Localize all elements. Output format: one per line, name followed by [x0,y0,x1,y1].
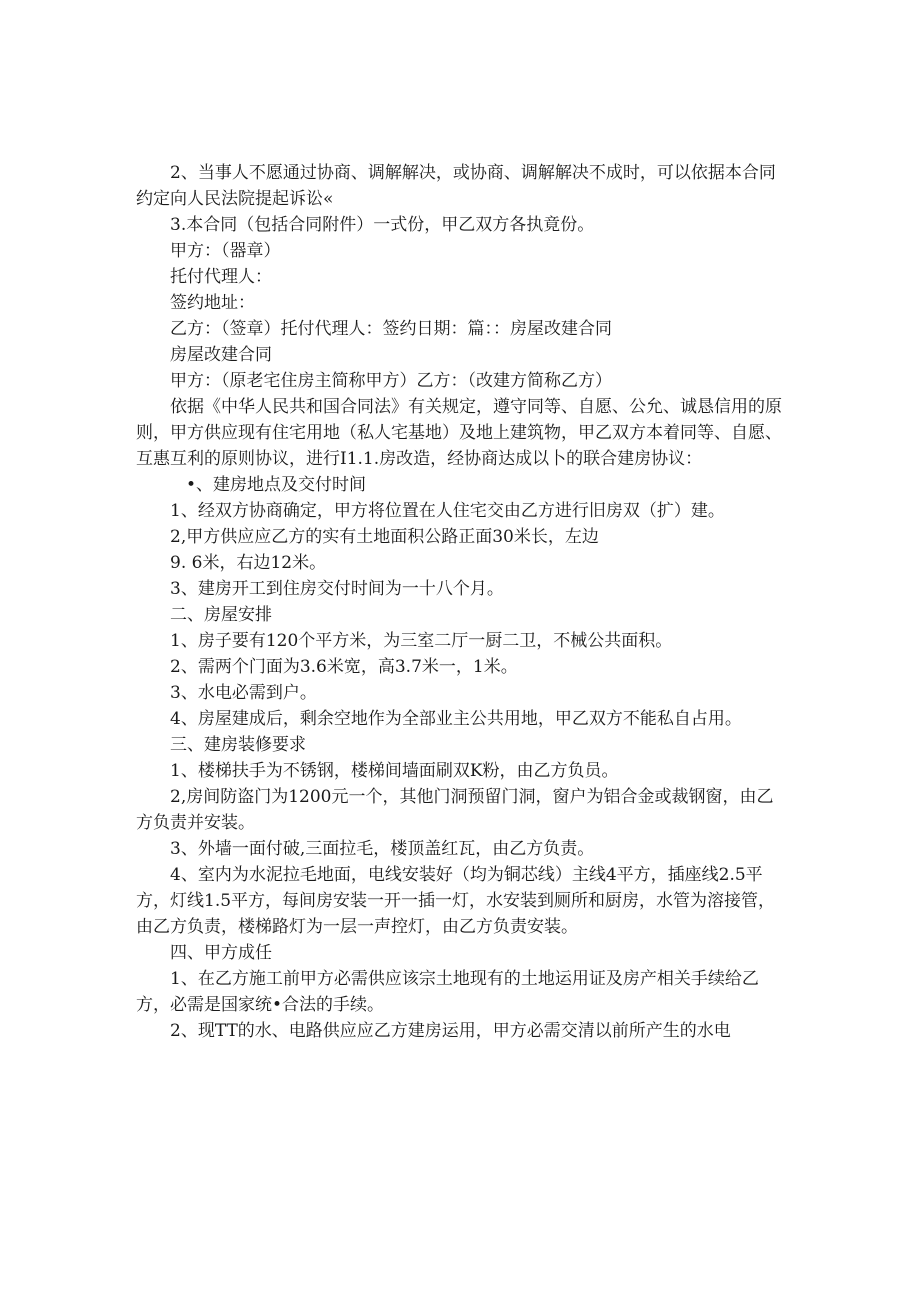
paragraph: 2,房间防盗门为1200元一个，其他门洞预留门洞，窗户为铝合金或裁钢窗，由乙方负责并安装。 [136,787,774,833]
paragraph: 四、甲方成任 [170,943,272,963]
paragraph: •、建房地点及交付时间 [186,475,367,495]
paragraph: 3、外墙一面付破,三面拉毛，楼顶盖红瓦，由乙方负责。 [170,839,595,859]
paragraph: 3.本合同（包括合同附件）一式份，甲乙双方各执竟份。 [170,215,595,235]
paragraph: 房屋改建合同 [170,345,272,365]
paragraph: 4、房屋建成后，剩余空地作为全部业主公共用地，甲乙双方不能私自占用。 [170,709,742,729]
paragraph: 乙方：（签章）托付代理人：签约日期：篇：：房屋改建合同 [170,319,612,339]
paragraph: 3、水电必需到户。 [170,683,317,703]
document-body [136,160,786,1044]
paragraph: 甲方：（原老宅住房主简称甲方）乙方：（改建方简称乙方） [170,371,612,391]
paragraph: 1、楼梯扶手为不锈钢，楼梯间墙面刷双K粉，由乙方负员。 [170,761,619,781]
paragraph: 4、室内为水泥拉毛地面，电线安装好（均为铜芯线）主线4平方，插座线2.5平方，灯线1.5平方，每间房安装一开一插一灯，水安装到厕所和厨房，水管为溶接管，由乙方负责，楼梯路灯为一层一声控灯，由乙方负责安装。 [136,865,776,937]
paragraph: 二、房屋安排 [170,605,272,625]
paragraph: 1、经双方协商确定，甲方将位置在人住宅交由乙方进行旧房双（扩）建。 [170,501,725,521]
paragraph: 9. 6米，右边12米。 [170,553,327,573]
paragraph: 签约地址： [170,293,255,313]
paragraph: 3、建房开工到住房交付时间为一十八个月。 [170,579,504,599]
paragraph: 2、现TT的水、电路供应应乙方建房运用，甲方必需交清以前所产生的水电 [170,1021,731,1041]
paragraph: 甲方：（器章） [170,241,281,261]
paragraph: 2、需两个门面为3.6米宽，高3.7米一，1米。 [170,657,518,677]
paragraph: 2,甲方供应应乙方的实有土地面积公路正面30米长，左边 [170,527,599,547]
paragraph: 依据《中华人民共和国合同法》有关规定，遵守同等、自愿、公允、诚恳信用的原则，甲方供应现有住宅用地（私人宅基地）及地上建筑物，甲乙双方本着同等、自愿、互惠互利的原则协议，进行I1.1.房改造，经协商达成以卜的联合建房协议： [136,397,782,469]
paragraph: 2、当事人不愿通过协商、调解解决，或协商、调解解决不成时，可以依据本合同约定向人民法院提起诉讼« [136,163,776,209]
paragraph: 1、房子要有120个平方米，为三室二厅一厨二卫，不械公共面积。 [170,631,673,651]
paragraph: 托付代理人： [170,267,272,287]
paragraph: 1、在乙方施工前甲方必需供应该宗土地现有的土地运用证及房产相关手续给乙方，必需是国家统•合法的手续。 [136,969,759,1015]
paragraph: 三、建房装修要求 [170,735,306,755]
